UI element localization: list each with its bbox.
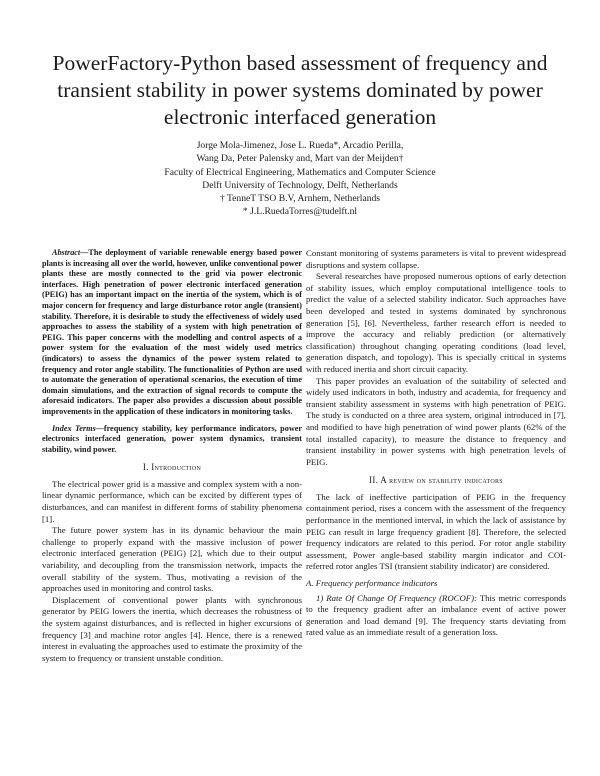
paragraph: This paper provides an evaluation of the suitability of selected and widely used indicators in both, industry and academia, for frequency and transient stability assessment in systems with high penetration of PEIG. The study is conducted on a three area system, original introduced in [7], and modified to have high penetration of wind power plants (62% of the total installed capacity), to measure the distance to frequency and transient instability in power systems with high penetration levels of PEIG.: [306, 375, 566, 467]
paragraph: The lack of ineffective participation of PEIG in the frequency containment period, rises a concern with the assessment of the frequency performance in the mentioned interval, in which the lack of assistance by PEIG can result in large frequency gradient [8]. Therefore, the selected frequency indicators are related to this period. For rotor angle stability assessment, Power angle-based stability margin indicator and COI-referred rotor angles TSI (transient stability indicator) are considered.: [306, 491, 566, 572]
affiliation: † TenneT TSO B.V, Arnhem, Netherlands: [219, 193, 381, 205]
paragraph: 1) Rate Of Change Of Frequency (ROCOF): This metric corresponds to the frequency gradient after an imbalance event of active power generation and load demand [9]. The frequency starts deviating from rated value as an immediate result of a generation loss.: [306, 592, 566, 638]
left-column: [42, 248, 302, 664]
paragraph: The future power system has in its dynamic behaviour the main challenge to properly expand with the massive inclusion of power electronic interfaced generation (PEIG) [2], which due to their output variability, and decoupling from the transmission network, impacts the overall stability of the system. Thus, motivating a revision of the approaches used in monitoring and control tasks.: [42, 525, 302, 594]
author-block: [100, 139, 500, 219]
affiliation: Faculty of Electrical Engineering, Mathematics and Computer Science: [164, 166, 436, 178]
paragraph: Several researches have proposed numerous options of early detection of stability issues, which employ computational intelligence tools to predict the value of a selected stability indicator. Such approaches have been developed and tested in systems dominated by synchronous generation [5], [6]. Nevertheless, farther research effort is needed to improve the accuracy and reliably prediction (or alternatively classification) throughout changing operating conditions (load level, generation dispatch, and topology). This is specially critical in systems with reduced inertia and short circuit capacity.: [306, 271, 566, 374]
paragraph: Displacement of conventional power plants with synchronous generator by PEIG lowers the inertia, which decreases the robustness of the system against disturbances, and is reflected in higher excursions of frequency [3] and machine rotor angles [4]. Hence, there is a renewed interest in evaluating the approaches used to estimate the proximity of the system to frequency or transient unstable condition.: [42, 594, 302, 663]
right-column: [306, 248, 566, 639]
affiliation: Delft University of Technology, Delft, Netherlands: [202, 179, 398, 191]
paragraph: The electrical power grid is a massive and complex system with a non-linear dynamic performance, which can be excited by different types of disturbances, and can manifest in different forms of stability phenomena [1].: [42, 478, 302, 524]
subsection-heading: A. Frequency performance indicators: [306, 578, 438, 589]
index-terms: Index Terms—frequency stability, key performance indicators, power electronics interfaced generation, power system dynamics, transient stability, wind power.: [42, 423, 302, 454]
authors-line: Jorge Mola-Jimenez, Jose L. Rueda*, Arcadio Perilla,: [196, 140, 404, 151]
abstract: Abstract—The deployment of variable renewable energy based power plants is increasing all over the world, however, unlike conventional power plants these are mostly connected to the grid via power electronic interfaces. High penetration of power electronic interfaced generation (PEIG) has an important impact on the inertia of the system, which is of major concern for frequency and large disturbance rotor angle (transient) stability. Therefore, it is desirable to study the effectiveness of widely used approaches to assess the stability of a system with high penetration of PEIG. This paper concerns with the modelling and control aspects of a power system for the evaluation of the most widely used metrics (indicators) to assess the dynamics of the power system related to frequency and rotor angle stability. The functionalities of Python are used to automate the generation of operational scenarios, the execution of time domain simulations, and the extraction of signal records to compute the aforesaid indicators. The paper also provides a discussion about possible improvements in the application of these indicators in monitoring tasks.: [42, 248, 302, 416]
authors-line: Wang Da, Peter Palensky and, Mart van der Meijden†: [196, 153, 404, 165]
paragraph: Constant monitoring of systems parameters is vital to prevent widespread disruptions and system collapse.: [306, 248, 566, 270]
email: * J.L.RuedaTorres@tudelft.nl: [242, 206, 358, 218]
paper-title: PowerFactory-Python based assessment of frequency and transient stability in power systems dominated by power electronic interfaced generation: [52, 51, 548, 129]
section-heading: II. A review on stability indicators: [369, 475, 503, 486]
section-heading: I. Introduction: [142, 462, 202, 473]
